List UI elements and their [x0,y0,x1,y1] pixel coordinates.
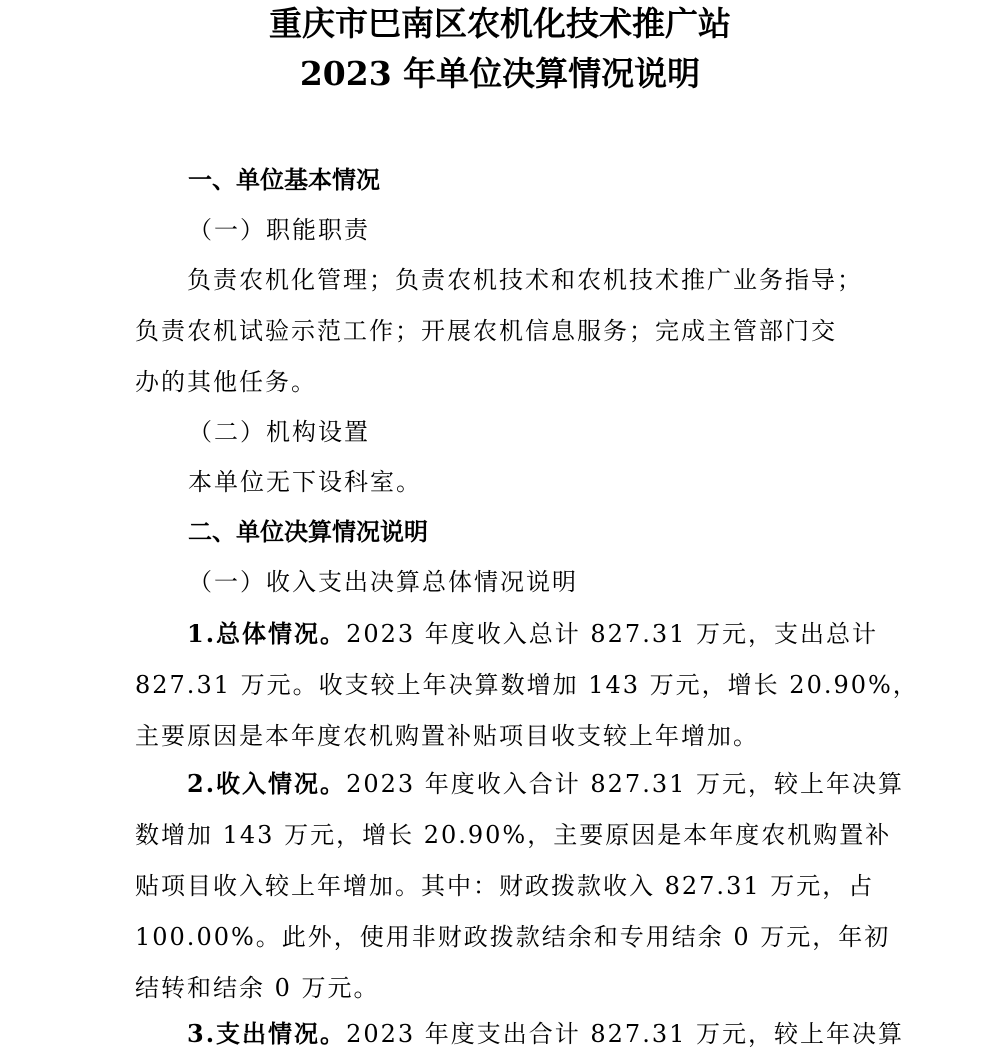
section1-sub2-heading: （二）机构设置 [188,418,370,446]
income-paragraph [135,758,905,1014]
responsibilities-paragraph [135,255,880,408]
paragraph-line: 主要原因是本年度农机购置补贴项目收支较上年增加。 [135,722,759,750]
overall-lead: 1.总体情况。 [187,619,347,648]
overall-paragraph [135,608,919,762]
section1-sub1-heading: （一）职能职责 [188,216,370,244]
section2-sub1-heading: （一）收入支出决算总体情况说明 [188,568,578,596]
paragraph-line: 1.总体情况。2023 年度收入总计 827.31 万元，支出总计 [187,619,879,648]
paragraph-line: 办的其他任务。 [135,368,317,396]
paragraph-line: 负责农机试验示范工作；开展农机信息服务；完成主管部门交 [135,317,837,345]
paragraph-line: 2.收入情况。2023 年度收入合计 827.31 万元，较上年决算 [187,769,905,798]
paragraph-line: 数增加 143 万元，增长 20.90%，主要原因是本年度农机购置补 [135,821,892,849]
expenditure-lead: 3.支出情况。 [187,1019,347,1048]
paragraph-line: 结转和结余 0 万元。 [135,974,380,1002]
paragraph-line: 100.00%。此外，使用非财政拨款结余和专用结余 0 万元，年初 [135,923,891,951]
organization-text: 本单位无下设科室。 [188,468,422,496]
paragraph-line: 3.支出情况。2023 年度支出合计 827.31 万元，较上年决算 [187,1019,905,1048]
document-title-line1: 重庆市巴南区农机化技术推广站 [269,4,731,43]
income-lead: 2.收入情况。 [187,769,347,798]
section1-heading: 一、单位基本情况 [188,166,380,194]
paragraph-line: 贴项目收入较上年增加。其中：财政拨款收入 827.31 万元，占 [135,872,875,900]
paragraph-line: 负责农机化管理；负责农机技术和农机技术推广业务指导； [187,266,863,294]
section2-heading: 二、单位决算情况说明 [188,518,428,546]
expenditure-paragraph [135,1008,905,1060]
paragraph-line: 827.31 万元。收支较上年决算数增加 143 万元，增长 20.90%， [135,671,919,699]
document-title-line2: 2023 年单位决算情况说明 [299,54,701,93]
